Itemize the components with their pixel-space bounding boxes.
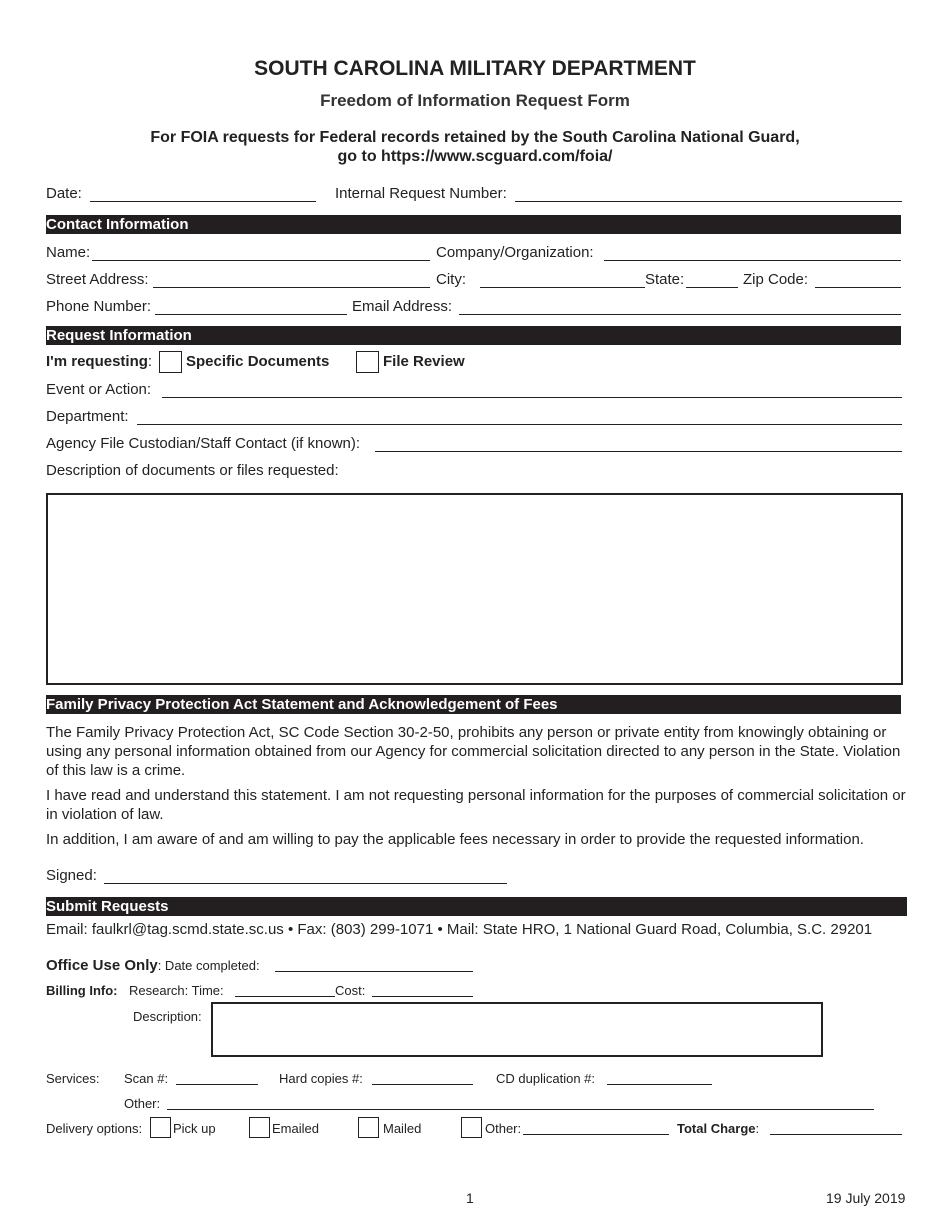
- company-label: Company/Organization:: [436, 244, 594, 261]
- scan-label: Scan #:: [124, 1071, 169, 1086]
- page-number: 1: [466, 1190, 474, 1206]
- pickup-label: Pick up: [173, 1121, 216, 1136]
- total-charge-field[interactable]: [770, 1134, 902, 1135]
- total-charge-colon: :: [755, 1121, 760, 1136]
- street-label: Street Address:: [46, 271, 149, 288]
- internal-request-label: Internal Request Number:: [335, 185, 507, 202]
- hard-copies-field[interactable]: [372, 1084, 473, 1085]
- zip-label: Zip Code:: [743, 271, 809, 288]
- mailed-label: Mailed: [383, 1121, 422, 1136]
- phone-field[interactable]: [155, 314, 347, 315]
- revision-date: 19 July 2019: [826, 1190, 906, 1206]
- cost-field[interactable]: [372, 996, 473, 997]
- submit-contact-line: Email: faulkrl@tag.scmd.state.sc.us • Fax: (803) 299-1071 • Mail: State HRO, 1 National Guard Road, Columbia, S.C. 29201: [46, 921, 873, 938]
- zip-field[interactable]: [815, 287, 901, 288]
- mailed-checkbox[interactable]: [358, 1117, 379, 1138]
- requesting-row: [46, 353, 152, 370]
- signature-field[interactable]: [104, 883, 507, 884]
- delivery-options-label: Delivery options:: [46, 1121, 143, 1136]
- requesting-colon: :: [147, 353, 153, 370]
- requesting-label: I'm requesting: [46, 353, 148, 370]
- custodian-label: Agency File Custodian/Staff Contact (if known):: [46, 435, 361, 452]
- date-completed-label: : Date completed:: [157, 958, 260, 973]
- request-heading: Request Information: [46, 327, 192, 344]
- page-title: SOUTH CAROLINA MILITARY DEPARTMENT: [254, 57, 696, 80]
- privacy-section-header: [46, 695, 901, 714]
- request-section-header: [46, 326, 901, 345]
- billing-label: Billing Info:: [46, 983, 118, 998]
- federal-notice-line1: For FOIA requests for Federal records retained by the South Carolina National Guard,: [150, 129, 800, 146]
- services-other-label: Other:: [124, 1096, 161, 1111]
- street-field[interactable]: [153, 287, 430, 288]
- city-field[interactable]: [480, 287, 645, 288]
- description-label: Description of documents or files requested:: [46, 462, 339, 479]
- date-label: Date:: [46, 185, 82, 202]
- pickup-checkbox[interactable]: [150, 1117, 171, 1138]
- name-label: Name:: [46, 244, 91, 261]
- signed-label: Signed:: [46, 867, 97, 884]
- contact-section-header: [46, 215, 901, 234]
- research-time-label: Research: Time:: [129, 983, 224, 998]
- delivery-other-label: Other:: [485, 1121, 522, 1136]
- company-field[interactable]: [604, 260, 901, 261]
- state-field[interactable]: [686, 287, 738, 288]
- privacy-paragraph-1: The Family Privacy Protection Act, SC Code Section 30-2-50, prohibits any person or private entity from knowingly obtaining or using any personal information obtained from our Agency for commercial solicitation directed to any person in the State. Violation of this law is a crime.: [46, 724, 901, 779]
- emailed-label: Emailed: [272, 1121, 319, 1136]
- office-use-row: [46, 957, 260, 974]
- event-field[interactable]: [162, 397, 902, 398]
- date-completed-field[interactable]: [275, 971, 473, 972]
- email-label: Email Address:: [352, 298, 453, 315]
- federal-notice-line2: go to https://www.scguard.com/foia/: [337, 148, 613, 165]
- total-charge-row: [677, 1121, 759, 1136]
- scan-field[interactable]: [176, 1084, 258, 1085]
- research-time-field[interactable]: [235, 996, 335, 997]
- services-label: Services:: [46, 1071, 100, 1086]
- submit-heading: Submit Requests: [46, 898, 169, 915]
- total-charge-label: Total Charge: [677, 1121, 756, 1136]
- delivery-other-checkbox[interactable]: [461, 1117, 482, 1138]
- form-subtitle: Freedom of Information Request Form: [320, 91, 630, 110]
- billing-description-label: Description:: [133, 1009, 202, 1024]
- email-field[interactable]: [459, 314, 901, 315]
- cd-duplication-label: CD duplication #:: [496, 1071, 595, 1086]
- specific-documents-label: Specific Documents: [186, 353, 330, 370]
- name-field[interactable]: [92, 260, 430, 261]
- file-review-checkbox[interactable]: [356, 351, 379, 373]
- internal-request-field[interactable]: [515, 201, 902, 202]
- state-label: State:: [645, 271, 685, 288]
- emailed-checkbox[interactable]: [249, 1117, 270, 1138]
- event-label: Event or Action:: [46, 381, 152, 398]
- billing-description-textarea[interactable]: [211, 1002, 823, 1057]
- phone-label: Phone Number:: [46, 298, 152, 315]
- date-field[interactable]: [90, 201, 316, 202]
- file-review-label: File Review: [383, 353, 465, 370]
- hard-copies-label: Hard copies #:: [279, 1071, 363, 1086]
- privacy-heading: Family Privacy Protection Act Statement and Acknowledgement of Fees: [46, 696, 558, 713]
- department-field[interactable]: [137, 424, 902, 425]
- cd-duplication-field[interactable]: [607, 1084, 712, 1085]
- fees-paragraph: In addition, I am aware of and am willing to pay the applicable fees necessary in order to provide the requested information.: [46, 831, 864, 848]
- specific-documents-checkbox[interactable]: [159, 351, 182, 373]
- billing-row: [46, 983, 117, 998]
- department-label: Department:: [46, 408, 129, 425]
- privacy-paragraph-2: I have read and understand this statement. I am not requesting personal information for the purposes of commercial solicitation or in violation of law.: [46, 787, 906, 823]
- services-other-field[interactable]: [167, 1109, 874, 1110]
- delivery-other-field[interactable]: [523, 1134, 669, 1135]
- contact-heading: Contact Information: [46, 216, 189, 233]
- custodian-field[interactable]: [375, 451, 902, 452]
- city-label: City:: [436, 271, 466, 288]
- cost-label: Cost:: [335, 983, 366, 998]
- office-use-label: Office Use Only: [46, 957, 158, 974]
- description-textarea[interactable]: [46, 493, 903, 685]
- submit-section-header: [46, 897, 907, 916]
